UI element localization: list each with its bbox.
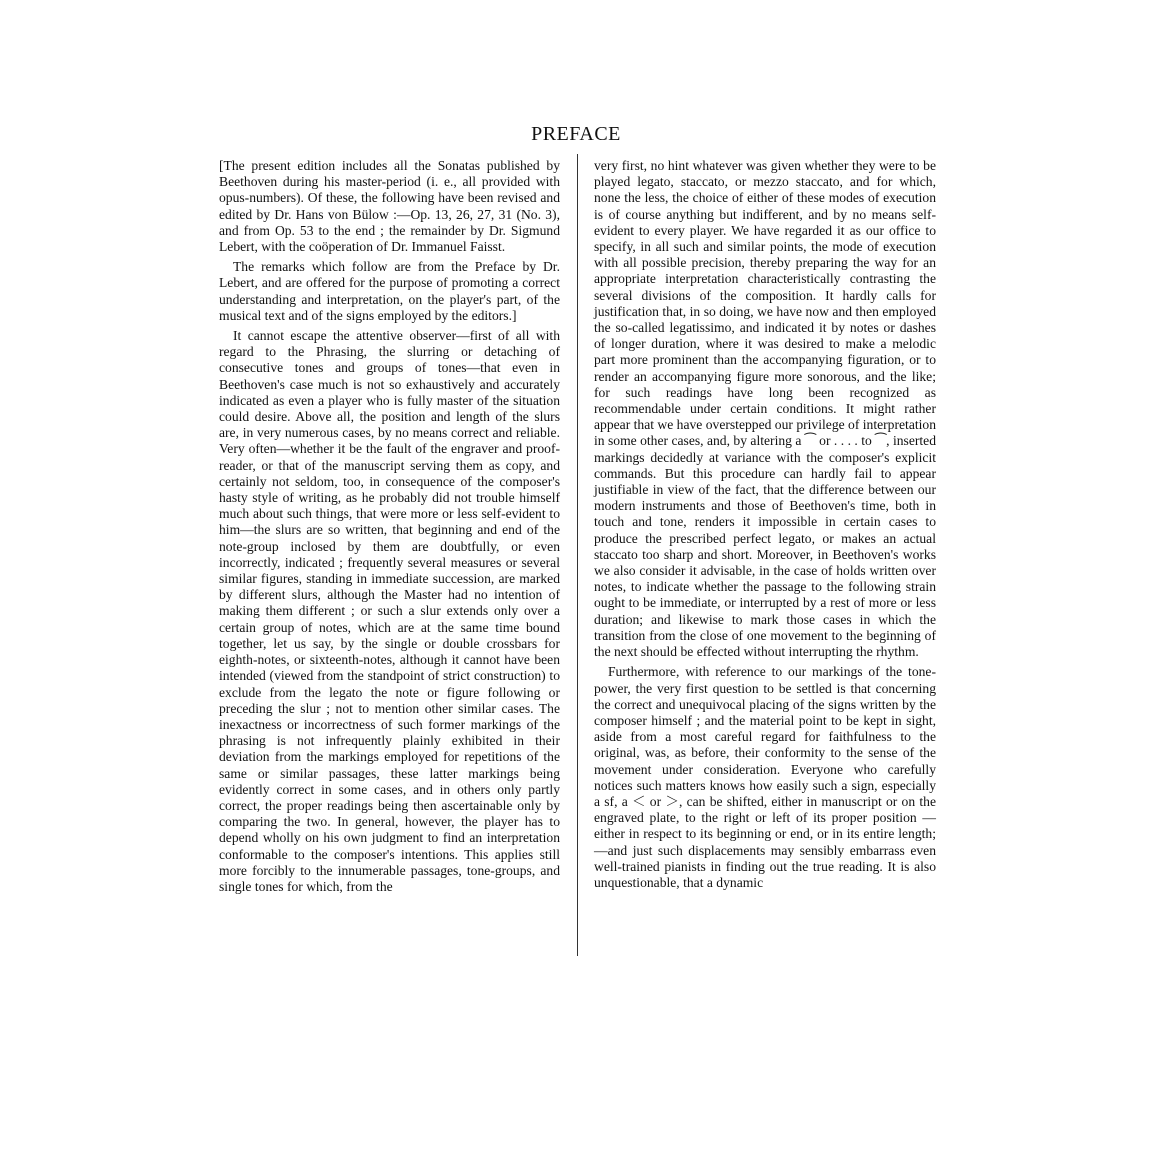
column-divider	[577, 154, 578, 956]
paragraph: Furthermore, with reference to our markings of the tone-power, the very first question to be settled is that concerning the correct and unequivocal placing of the signs written by the composer himself ; and the material point to be kept in sight, aside from a most careful regard for faithfulness to the original, was, as before, their conformity to the sense of the movement under consideration. Everyone who carefully notices such matters knows how easily such a sign, especially a sf, a ＜ or ＞, can be shifted, either in manuscript or on the engraved plate, to the right or left of its proper position —either in respect to its beginning or end, or in its entire length;—and just such displacements may sensibly embarrass even well-trained pianists in finding out the true reading. It is also unquestionable, that a dynamic	[594, 664, 936, 890]
paragraph: The remarks which follow are from the Preface by Dr. Lebert, and are offered for the purpose of promoting a correct understanding and interpretation, on the player's part, of the musical text and of the signs employed by the editors.]	[219, 259, 560, 323]
page-title: PREFACE	[531, 123, 621, 145]
paragraph: It cannot escape the attentive observer—first of all with regard to the Phrasing, the slurring or detaching of consecutive tones and groups of tones—that even in Beethoven's case much is not so exhaustively and accurately indicated as even a player who is fully master of the situation could desire. Above all, the position and length of the slurs are, in very numerous cases, by no means correct and reliable. Very often—whether it be the fault of the engraver and proof-reader, or that of the manuscript serving them as copy, and certainly not seldom, too, in consequence of the composer's hasty style of writing, as he probably did not trouble himself much about such things, that were more or less self-evident to him—the slurs are so written, that beginning and end of the note-group inclosed by them are doubtfully, or even incorrectly, indicated ; frequently several measures or several similar figures, standing in immediate succession, are marked by different slurs, although the Master had no intention of making them different ; or such a slur extends only over a certain group of notes, which are at the same time bound together, let us say, by the single or double crossbars for eighth-notes, or sixteenth-notes, although it cannot have been intended (viewed from the standpoint of strict construction) to exclude from the legato the note or figure following or preceding the slur ; not to mention other similar cases. The inexactness or incorrectness of such former markings of the phrasing is not infrequently plainly exhibited in their deviation from the markings employed for repetitions of the same or similar passages, these latter markings being evidently correct in some cases, and in others only partly correct, the proper readings being then ascertainable only by comparing the two. In general, however, the player has to depend wholly on his own judgment to find an interpretation conformable to the composer's intentions. This applies still more forcibly to the innumerable passages, tone-groups, and single tones for which, from the	[219, 328, 560, 894]
right-column	[594, 158, 936, 895]
left-column	[219, 158, 560, 899]
paragraph: very first, no hint whatever was given whether they were to be played legato, staccato, or mezzo staccato, and for which, none the less, the choice of either of these modes of execution is of course anything but indifferent, and by no means self-evident to every player. We have regarded it as our office to specify, in all such and similar points, the mode of execution with all possible precision, thereby preparing the way for an appropriate interpretation characteristically contrasting the several divisions of the composition. It hardly calls for justification that, in so doing, we have now and then employed the so-called legatissimo, and indicated it by notes or dashes of longer duration, where it was desired to make a melodic part more prominent than the accompanying figuration, or to render an accompanying figure more sonorous, and the like; for such readings have long been recognized as recommendable under certain conditions. It might rather appear that we have overstepped our privilege of interpretation in some other cases, and, by altering a ⁀ or . . . . to ⁀, inserted markings decidedly at variance with the composer's explicit commands. But this procedure can hardly fail to appear justifiable in view of the fact, that the difference between our modern instruments and those of Beethoven's time, both in touch and tone, renders it impossible in certain cases to produce the prescribed perfect legato, or makes an actual staccato too sharp and short. Moreover, in Beethoven's works we also consider it advisable, in the case of holds written over notes, to indicate whether the passage to the following strain ought to be immediate, or interrupted by a rest of more or less duration; and likewise to mark those cases in which the transition from the close of one movement to the beginning of the next should be effected without interrupting the rhythm.	[594, 158, 936, 660]
paragraph: [The present edition includes all the Sonatas published by Beethoven during his master-period (i. e., all provided with opus-numbers). Of these, the following have been revised and edited by Dr. Hans von Bülow :—Op. 13, 26, 27, 31 (No. 3), and from Op. 53 to the end ; the remainder by Dr. Sigmund Lebert, with the coöperation of Dr. Immanuel Faisst.	[219, 158, 560, 255]
